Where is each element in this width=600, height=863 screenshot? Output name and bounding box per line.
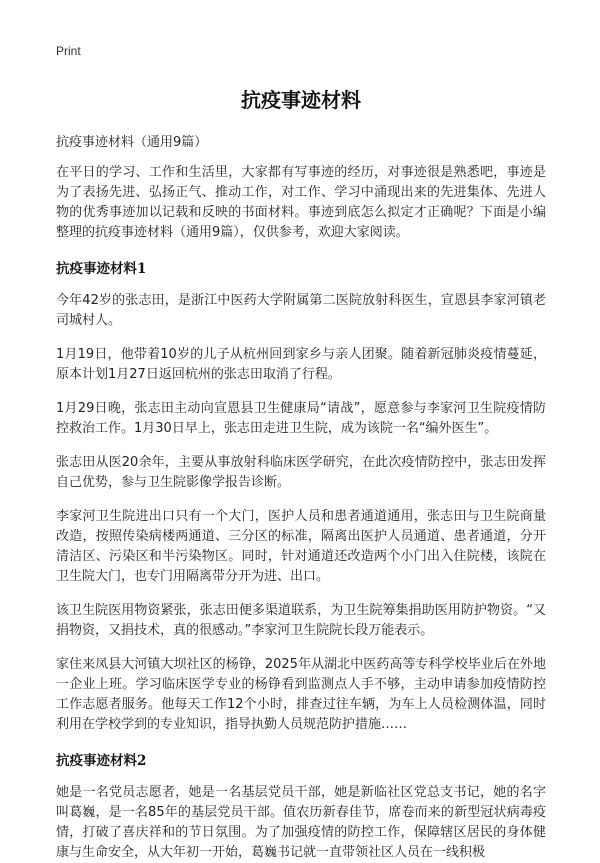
paragraph: 今年42岁的张志田，是浙江中医药大学附属第二医院放射科医生，宣恩县李家河镇老司城村人。 bbox=[56, 293, 546, 328]
paragraph: 1月19日，他带着10岁的儿子从杭州回到家乡与亲人团聚。随着新冠肺炎疫情蔓延，原本计划1月27日返回杭州的张志田取消了行程。 bbox=[56, 347, 546, 382]
paragraph: 张志田从医20余年，主要从事放射科临床医学研究，在此次疫情防控中，张志田发挥自己优势，参与卫生院影像学报告诊断。 bbox=[56, 455, 546, 490]
paragraph: 1月29日晚，张志田主动向宣恩县卫生健康局“请战”，愿意参与李家河卫生院疫情防控救治工作。1月30日早上，张志田走进卫生院，成为该院一名“编外医生”。 bbox=[56, 401, 546, 436]
paragraph: 家住来凤县大河镇大坝社区的杨铮，2025年从湖北中医药高等专科学校毕业后在外地一企业上班。学习临床医学专业的杨铮看到监测点人手不够，主动申请参加疫情防控工作志愿者服务。他每天工作12个小时，排查过往车辆，为车上人员检测体温，同时利用在学校学到的专业知识，指导执勤人员规范防护措施…… bbox=[56, 657, 546, 732]
paragraph: 她是一名党员志愿者，她是一名基层党员干部，她是新临社区党总支书记，她的名字叫葛巍，是一名85年的基层党员干部。值农历新春佳节，席卷而来的新型冠状病毒疫情，打破了喜庆祥和的节日氛围。为了加强疫情的防控工作，保障辖区居民的身体健康与生命安全，从大年初一开始，葛巍书记就一直带领社区人员在一线积极 bbox=[56, 785, 546, 860]
section-heading: 抗疫事迹材料1 bbox=[56, 261, 147, 277]
paragraph: 该卫生院医用物资紧张，张志田便多渠道联系，为卫生院筹集捐助医用防护物资。“又捐物资，又捐技术，真的很感动。”李家河卫生院院长段万能表示。 bbox=[56, 603, 546, 638]
section-1 bbox=[56, 257, 546, 735]
document-subtitle: 抗疫事迹材料（通用9篇） bbox=[56, 135, 208, 150]
paragraph: 李家河卫生院进出口只有一个大门，医护人员和患者通道通用，张志田与卫生院商量改造，按照传染病楼两通道、三分区的标准，隔离出医护人员通道、患者通道，分开清洁区、污染区和半污染物区。同时，针对通道还改造两个小门出入住院楼，该院在卫生院大门，也专门用隔离带分开为进、出口。 bbox=[56, 509, 546, 584]
intro-paragraph: 在平日的学习、工作和生活里，大家都有写事迹的经历，对事迹很是熟悉吧，事迹是为了表扬先进、弘扬正气、推动工作，对工作、学习中涌现出来的先进集体、先进人物的优秀事迹加以记载和反映的书面材料。事迹到底怎么拟定才正确呢？下面是小编整理的抗疫事迹材料（通用9篇），仅供参考，欢迎大家阅读。 bbox=[56, 165, 546, 240]
section-heading: 抗疫事迹材料2 bbox=[56, 753, 147, 769]
print-link[interactable]: Print bbox=[56, 44, 81, 58]
section-2 bbox=[56, 749, 546, 863]
page-title: 抗疫事迹材料 bbox=[241, 88, 361, 112]
